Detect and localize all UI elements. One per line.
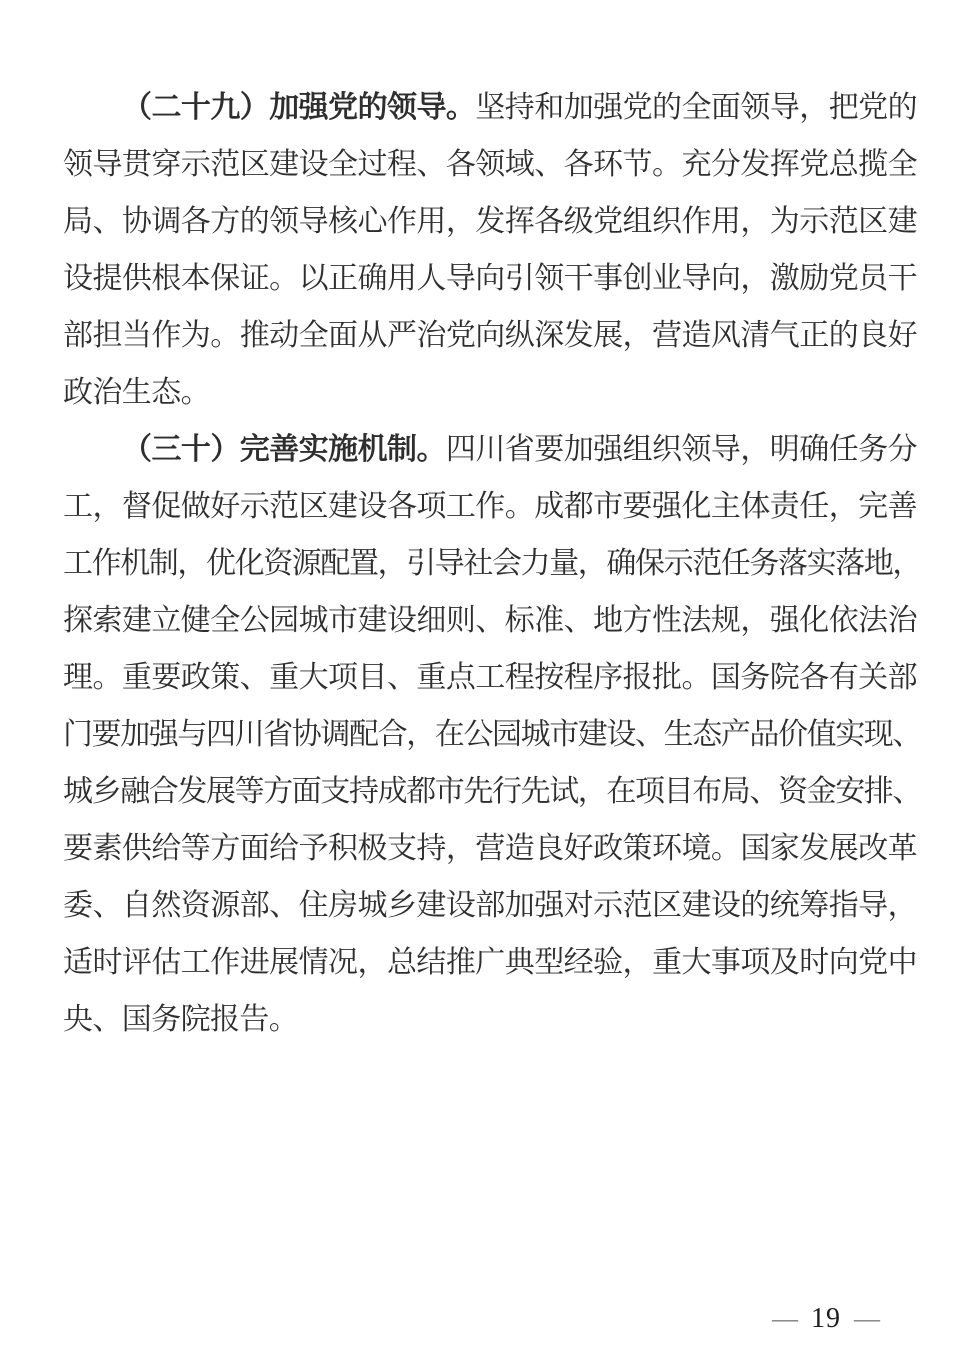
text-line: 领导贯穿示范区建设全过程、各领域、各环节。充分发挥党总揽全 — [63, 148, 917, 181]
text-line: 门要加强与四川省协调配合，在公园城市建设、生态产品价值实现、 — [63, 718, 921, 751]
section-30-heading: （三十）完善实施机制。 — [122, 433, 446, 466]
text-line: 城乡融合发展等方面支持成都市先行先试，在项目布局、资金安排、 — [63, 775, 921, 808]
text-line: 部担当作为。推动全面从严治党向纵深发展，营造风清气正的良好 — [63, 319, 917, 352]
section-29-heading: （二十九）加强党的领导。 — [122, 91, 476, 124]
paragraph-29-first-line — [63, 79, 917, 136]
text-line: 委、自然资源部、住房城乡建设部加强对示范区建设的统筹指导， — [63, 889, 917, 922]
page-number — [772, 1297, 880, 1341]
text-line: 适时评估工作进展情况，总结推广典型经验，重大事项及时向党中 — [63, 946, 917, 979]
text-line: 政治生态。 — [63, 376, 210, 409]
text-line: 设提供根本保证。以正确用人导向引领干事创业导向，激励党员干 — [63, 262, 917, 295]
text-line: 探索建立健全公园城市建设细则、标准、地方性法规，强化依法治 — [63, 604, 917, 637]
paragraph-text: 四川省要加强组织领导，明确任务分 — [445, 433, 917, 466]
text-line: 央、国务院报告。 — [63, 1003, 299, 1036]
text-line: 要素供给等方面给予积极支持，营造良好政策环境。国家发展改革 — [63, 832, 917, 865]
text-line: 工作机制，优化资源配置，引导社会力量，确保示范任务落实落地， — [63, 547, 921, 580]
text-line: 局、协调各方的领导核心作用，发挥各级党组织作用，为示范区建 — [63, 205, 917, 238]
text-line: 工，督促做好示范区建设各项工作。成都市要强化主体责任，完善 — [63, 490, 917, 523]
page-number-left-dash: — — [772, 1304, 798, 1333]
paragraph-30-first-line — [63, 421, 917, 478]
page-number-value: 19 — [811, 1303, 841, 1334]
document-body — [63, 79, 921, 1048]
text-line: 理。重要政策、重大项目、重点工程按程序报批。国务院各有关部 — [63, 661, 917, 694]
page-number-right-dash: — — [854, 1304, 880, 1333]
paragraph-text: 坚持和加强党的全面领导，把党的 — [475, 91, 917, 124]
